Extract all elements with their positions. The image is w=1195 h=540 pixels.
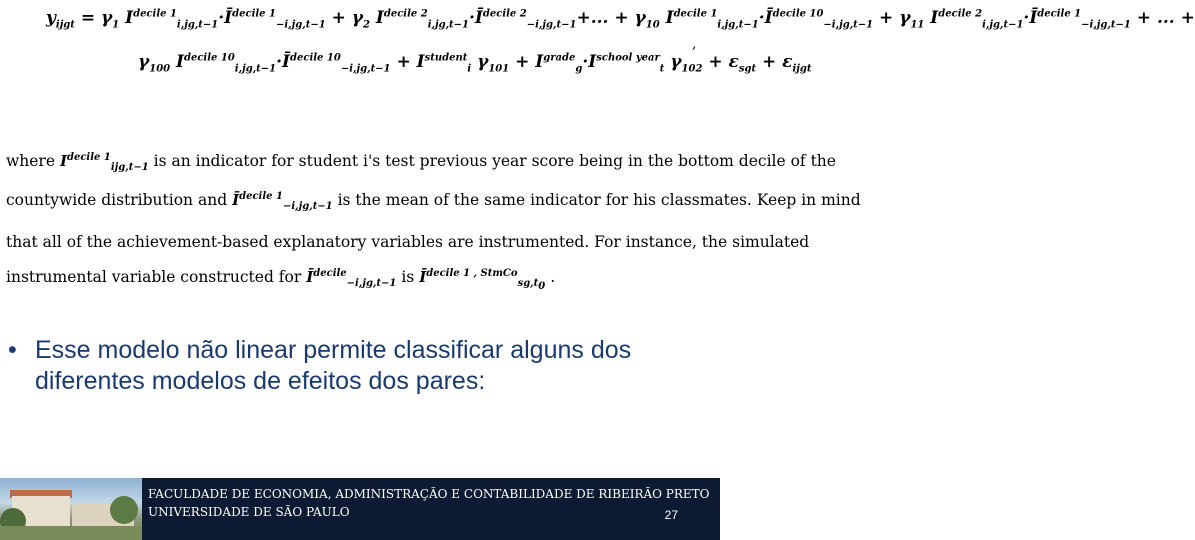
bullet-point	[8, 335, 708, 397]
paragraph-word-where: where	[6, 152, 56, 170]
equation-comma: ,	[692, 36, 697, 52]
instrument-target-symbol: $Ī^{decile}_{-i,jg,t-1}$	[306, 268, 397, 289]
paragraph-word-is: is	[401, 268, 415, 286]
classmate-mean-symbol: $Ī^{decile 1}_{-i,jg,t-1}$	[232, 191, 333, 212]
paragraph-text-1: is an indicator for student i's test previous year score being in the bottom decile of the	[153, 152, 836, 170]
paragraph-line-3	[6, 233, 809, 251]
bullet-text: Esse modelo não linear permite classificar alguns dos diferentes modelos de efeitos dos pares:	[35, 336, 632, 395]
equation-line-1: $y_{ijgt} = \gamma_1$ $I^{decile 1}_{i,jg,t-1}\cdot Ī^{decile 1}_{-i,jg,t-1} + \gamma_2$ $I^{decile 2}_{i,jg,t-1}\cdot Ī^{decile 2}_{-i,jg,t-1}+$... + $\gamma_{10}$ $I^{decile 1}_{i,jg,t-1}\cdot Ī^{decile 10}_{-i,jg,t-1} + \gamma_{11}$ $I^{decile 2}_{i,jg,t-1}\cdot Ī^{decile 1}_{-i,jg,t-1}$ + ... +	[46, 8, 1195, 31]
simulated-instrument-symbol: $Ī^{decile 1 , StmCo}_{sg,t_0}$	[419, 268, 546, 292]
campus-building-photo	[0, 478, 142, 540]
footer-bar	[0, 478, 720, 540]
footer-institution	[148, 485, 710, 521]
equation-line-2: $\gamma_{100}$ $I^{decile 10}_{i,jg,t-1}\cdot Ī^{decile 10}_{-i,jg,t-1} + I^{student}_i$ $\gamma_{101} + I^{grade}_g\cdot I^{school year}_t$ $\gamma_{102} + \varepsilon_{sgt} + \varepsilon_{ijgt}$	[138, 52, 812, 75]
paragraph-text-2a: countywide distribution and	[6, 191, 228, 209]
paragraph-text-2b: is the mean of the same indicator for his classmates. Keep in mind	[337, 191, 861, 209]
paragraph-line-4	[6, 268, 555, 292]
paragraph-period: .	[550, 268, 556, 286]
page-number: 27	[664, 508, 678, 522]
footer-university-name: UNIVERSIDADE DE SÃO PAULO	[148, 505, 350, 519]
paragraph-line-2	[6, 191, 861, 212]
paragraph-text-3: that all of the achievement-based explanatory variables are instrumented. For instance, the simulated	[6, 233, 810, 251]
footer-faculty-name: FACULDADE DE ECONOMIA, ADMINISTRAÇÃO E CONTABILIDADE DE RIBEIRÃO PRETO	[148, 487, 710, 501]
bullet-dot-icon: •	[8, 336, 17, 364]
paragraph-line-1	[6, 152, 836, 173]
indicator-symbol: $I^{decile 1}_{ijg,t-1}$	[59, 152, 149, 173]
paragraph-text-4a: instrumental variable constructed for	[6, 268, 302, 286]
